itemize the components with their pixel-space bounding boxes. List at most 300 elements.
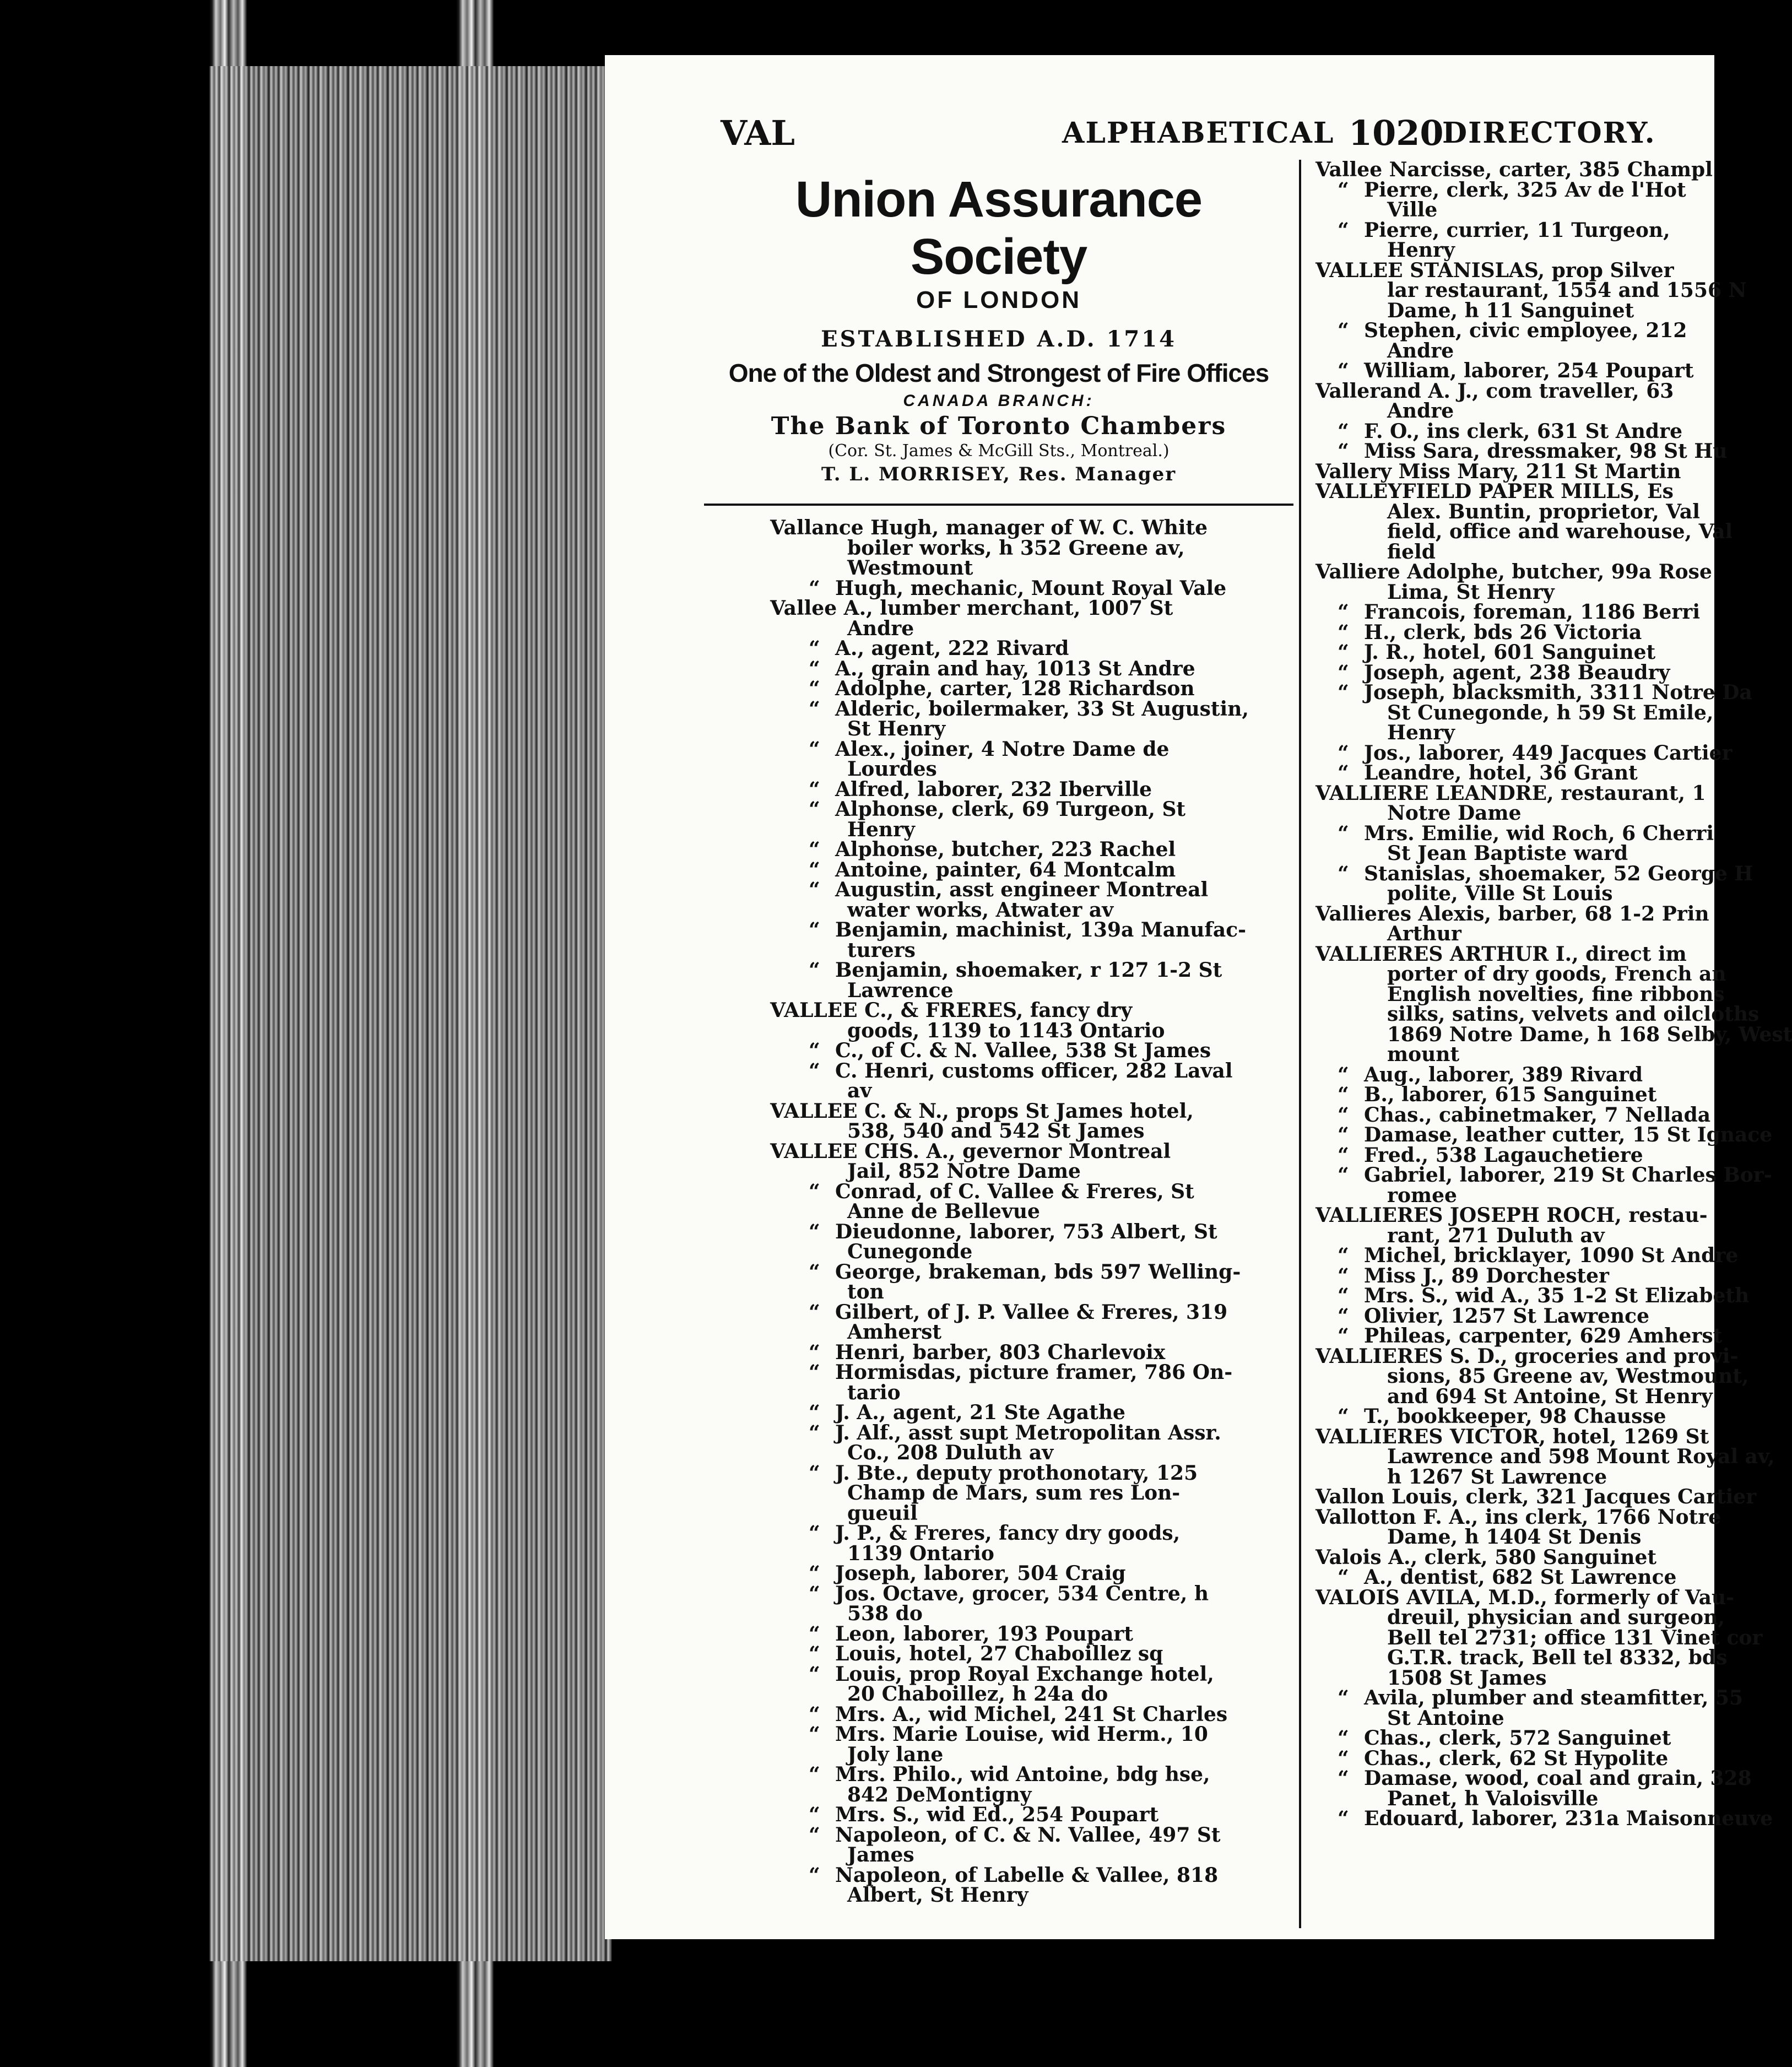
- left-entries: [704, 518, 1293, 1906]
- entry-text: Mrs. Marie Louise, wid Herm., 10: [835, 1723, 1208, 1746]
- directory-entry: [1315, 884, 1723, 904]
- directory-entry: [770, 639, 1293, 659]
- ditto-mark: “: [1338, 419, 1349, 443]
- entry-text: Napoleon, of C. & N. Vallee, 497 St: [835, 1823, 1221, 1847]
- directory-entry: [1315, 1626, 1763, 1649]
- entry-text: and 694 St Antoine, St Henry: [1387, 1384, 1713, 1408]
- entry-text: George, brakeman, bds 597 Welling-: [835, 1260, 1241, 1284]
- directory-entry: [1315, 321, 1723, 341]
- ditto-mark: “: [1338, 440, 1349, 463]
- directory-entry: [770, 880, 1293, 900]
- right-column: [1315, 158, 1792, 1830]
- ditto-mark: “: [809, 697, 820, 721]
- directory-entry: [1315, 984, 1723, 1005]
- entry-text: Jos., laborer, 449 Jacques Cartier: [1364, 741, 1733, 765]
- directory-entry: [1315, 1507, 1723, 1528]
- directory-entry: [770, 1101, 1293, 1122]
- entry-text: Panet, h Valoisville: [1387, 1787, 1599, 1810]
- ditto-mark: “: [809, 1642, 820, 1665]
- directory-entry: [1315, 258, 1723, 282]
- directory-entry: [770, 1222, 1293, 1242]
- ditto-mark: “: [1338, 359, 1349, 382]
- ditto-mark: “: [1338, 1566, 1349, 1589]
- entry-text: Alex. Buntin, proprietor, Val: [1387, 500, 1700, 523]
- entry-text: Andre: [1387, 339, 1454, 362]
- directory-entry: [770, 1000, 1293, 1021]
- entry-text: polite, Ville St Louis: [1387, 882, 1613, 905]
- ad-branch: CANADA BRANCH:: [903, 392, 1095, 410]
- entry-text: Bell tel 2731; office 131 Vinet cor: [1387, 1626, 1763, 1649]
- directory-entry: [770, 1684, 1293, 1705]
- directory-entry: [770, 1179, 1293, 1203]
- entry-text: B., laborer, 615 Sanguinet: [1364, 1083, 1657, 1106]
- directory-entry: [1315, 301, 1723, 321]
- ditto-mark: “: [1338, 681, 1349, 704]
- entry-text: Albert, St Henry: [847, 1884, 1028, 1907]
- ditto-mark: “: [1338, 1123, 1349, 1146]
- entry-text: romee: [1387, 1183, 1457, 1207]
- entry-text: Pierre, clerk, 325 Av de l'Hot: [1364, 178, 1686, 202]
- entry-text: Phileas, carpenter, 629 Amherst: [1364, 1324, 1723, 1348]
- directory-entry: [1315, 1123, 1773, 1146]
- ad-manager: T. L. MORRISEY, Res. Manager: [821, 463, 1177, 485]
- ditto-mark: “: [1338, 761, 1349, 784]
- ditto-mark: “: [809, 1522, 820, 1545]
- directory-entry: [770, 920, 1293, 940]
- entry-text: Mrs. S., wid A., 35 1-2 St Elizabeth: [1364, 1284, 1750, 1307]
- entry-text: H., clerk, bds 26 Victoria: [1364, 620, 1642, 644]
- entry-text: VALLIERES S. D., groceries and provi-: [1315, 1344, 1739, 1368]
- entry-text: Arthur: [1387, 922, 1461, 945]
- directory-entry: [1315, 1708, 1723, 1729]
- directory-entry: [770, 1081, 1293, 1101]
- entry-text: Vallotton F. A., ins clerk, 1766 Notre: [1315, 1505, 1721, 1529]
- entry-text: Pierre, currier, 11 Turgeon,: [1364, 218, 1670, 242]
- entry-text: VALLEE C. & N., props St James hotel,: [770, 1099, 1194, 1123]
- ditto-mark: “: [809, 1702, 820, 1726]
- entry-text: Champ de Mars, sum res Lon-: [847, 1481, 1181, 1505]
- directory-entry: [1315, 240, 1723, 261]
- directory-entry: [1315, 459, 1723, 483]
- entry-text: Stanislas, shoemaker, 52 George H: [1364, 862, 1753, 885]
- ditto-mark: “: [809, 777, 820, 801]
- directory-entry: [1315, 642, 1723, 663]
- entry-text: St Henry: [847, 717, 946, 740]
- directory-entry: [1315, 1244, 1739, 1267]
- entry-text: Francois, foreman, 1186 Berri: [1364, 600, 1701, 624]
- directory-entry: [1315, 1365, 1749, 1388]
- entry-text: F. O., ins clerk, 631 St Andre: [1364, 419, 1682, 443]
- entry-text: English novelties, fine ribbons: [1387, 982, 1725, 1006]
- entry-text: Joseph, blacksmith, 3311 Notre Da: [1364, 681, 1752, 704]
- entry-text: T., bookkeeper, 98 Chausse: [1364, 1405, 1666, 1428]
- directory-entry: [1315, 220, 1723, 241]
- entry-text: turers: [847, 938, 916, 962]
- ditto-mark: “: [1338, 1304, 1349, 1328]
- ditto-mark: “: [1338, 1083, 1349, 1106]
- entry-text: Lima, St Henry: [1387, 580, 1555, 604]
- entry-text: Jail, 852 Notre Dame: [847, 1160, 1081, 1183]
- directory-entry: [1315, 1728, 1723, 1749]
- directory-entry: [1315, 421, 1723, 442]
- directory-entry: [770, 1121, 1293, 1141]
- entry-text: Conrad, of C. Vallee & Freres, St: [835, 1179, 1194, 1203]
- directory-entry: [1315, 1547, 1723, 1568]
- directory-entry: [1315, 1445, 1775, 1468]
- directory-entry: [770, 777, 1293, 801]
- directory-entry: [1315, 843, 1723, 864]
- entry-text: Notre Dame: [1387, 802, 1522, 825]
- right-entries: [1315, 158, 1792, 1830]
- entry-text: Antoine, painter, 64 Montcalm: [835, 858, 1176, 881]
- directory-entry: [770, 518, 1293, 538]
- entry-text: Adolphe, carter, 128 Richardson: [835, 677, 1195, 700]
- directory-entry: [1315, 1266, 1723, 1286]
- directory-entry: [770, 1041, 1293, 1061]
- directory-entry: [1315, 1485, 1757, 1508]
- entry-text: VALLEE C., & FRERES, fancy dry: [770, 999, 1133, 1022]
- directory-entry: [770, 1541, 1293, 1565]
- entry-text: VALLIERES JOSEPH ROCH, restau-: [1315, 1204, 1708, 1227]
- entry-text: Gilbert, of J. P. Vallee & Freres, 319: [835, 1300, 1228, 1324]
- directory-entry: [1315, 663, 1723, 683]
- directory-entry: [1315, 341, 1723, 361]
- ditto-mark: “: [1338, 821, 1349, 845]
- directory-entry: [1315, 944, 1723, 965]
- ditto-mark: “: [1338, 218, 1349, 242]
- ditto-mark: “: [1338, 1164, 1349, 1187]
- directory-entry: [1315, 1427, 1723, 1447]
- ditto-mark: “: [809, 737, 820, 761]
- directory-entry: [770, 1584, 1293, 1604]
- entry-text: Aug., laborer, 389 Rivard: [1364, 1063, 1643, 1086]
- directory-entry: [1315, 763, 1723, 783]
- ditto-mark: “: [1338, 661, 1349, 684]
- entry-text: Louis, prop Royal Exchange hotel,: [835, 1662, 1214, 1686]
- entry-text: 1508 St James: [1387, 1666, 1547, 1690]
- entry-text: Chas., cabinetmaker, 7 Nellada: [1364, 1103, 1711, 1127]
- entry-text: Stephen, civic employee, 212: [1364, 319, 1687, 342]
- entry-text: Lawrence and 598 Mount Royal av,: [1387, 1445, 1775, 1468]
- directory-entry: [1315, 1003, 1759, 1026]
- directory-entry: [1315, 703, 1723, 723]
- page-header: [721, 113, 1701, 157]
- ditto-mark: “: [809, 1039, 820, 1062]
- entry-text: 20 Chaboillez, h 24a do: [847, 1682, 1108, 1706]
- directory-entry: [1315, 783, 1723, 804]
- directory-entry: [1315, 1085, 1723, 1105]
- ditto-mark: “: [809, 1582, 820, 1605]
- ditto-mark: “: [1338, 1324, 1349, 1348]
- entry-text: VALLIERES ARTHUR I., direct im: [1315, 942, 1687, 966]
- entry-text: Augustin, asst engineer Montreal: [835, 878, 1209, 901]
- entry-text: Jos. Octave, grocer, 534 Centre, h: [835, 1582, 1209, 1605]
- directory-entry: [770, 1282, 1293, 1302]
- page-number: 1020: [1349, 113, 1444, 153]
- entry-text: Miss Sara, dressmaker, 98 St Hu: [1364, 440, 1728, 463]
- directory-entry: [1315, 1226, 1723, 1246]
- directory-entry: [1315, 361, 1723, 381]
- ditto-mark: “: [1338, 319, 1349, 342]
- directory-entry: [1315, 821, 1723, 845]
- ditto-mark: “: [809, 878, 820, 901]
- ad-tagline: One of the Oldest and Strongest of Fire Offices: [728, 359, 1269, 387]
- directory-entry: [770, 1503, 1293, 1524]
- entry-text: Vallerand A. J., com traveller, 63: [1315, 379, 1674, 403]
- entry-text: silks, satins, velvets and oilcloths: [1387, 1003, 1759, 1026]
- directory-entry: [770, 1141, 1293, 1162]
- ad-building: The Bank of Toronto Chambers: [771, 412, 1227, 440]
- entry-text: Valois A., clerk, 580 Sanguinet: [1315, 1545, 1657, 1569]
- directory-entry: [1315, 1384, 1723, 1408]
- directory-entry: [770, 1644, 1293, 1664]
- directory-entry: [770, 1161, 1293, 1182]
- entry-text: water works, Atwater av: [847, 898, 1114, 922]
- directory-entry: [770, 719, 1293, 739]
- directory-entry: [1315, 924, 1723, 944]
- ditto-mark: “: [809, 1220, 820, 1243]
- directory-entry: [770, 1021, 1293, 1041]
- ditto-mark: “: [809, 959, 820, 982]
- entry-text: Gabriel, laborer, 219 St Charles Bor-: [1364, 1164, 1772, 1187]
- directory-entry: [770, 1403, 1293, 1423]
- ditto-mark: “: [809, 1562, 820, 1585]
- directory-entry: [770, 1825, 1293, 1846]
- entry-text: Leandre, hotel, 36 Grant: [1364, 761, 1638, 784]
- entry-text: Vallieres Alexis, barber, 68 1-2 Prin: [1315, 902, 1709, 926]
- entry-text: VALLEE STANISLAS, prop Silver: [1315, 258, 1674, 282]
- directory-entry: [1315, 1608, 1723, 1628]
- ad-bottom-rule: [704, 504, 1293, 506]
- ditto-mark: “: [1338, 1405, 1349, 1428]
- ditto-mark: “: [1338, 1103, 1349, 1127]
- insurance-advertisement: [704, 171, 1293, 506]
- entry-text: Mrs. S., wid Ed., 254 Poupart: [835, 1803, 1159, 1826]
- ditto-mark: “: [809, 1340, 820, 1364]
- ditto-mark: “: [1338, 1143, 1349, 1167]
- ditto-mark: “: [809, 1361, 820, 1384]
- entry-text: field, office and warehouse, Val: [1387, 520, 1733, 543]
- directory-entry: [1315, 582, 1723, 603]
- entry-text: Andre: [847, 616, 914, 640]
- entry-text: VALLEE CHS. A., gevernor Montreal: [770, 1139, 1171, 1163]
- entry-text: Henry: [847, 818, 915, 841]
- directory-entry: [1315, 1467, 1723, 1487]
- entry-text: J. A., agent, 21 Ste Agathe: [835, 1401, 1125, 1424]
- directory-entry: [770, 1523, 1293, 1544]
- directory-entry: [770, 1463, 1293, 1484]
- entry-text: Fred., 538 Lagauchetiere: [1364, 1143, 1643, 1167]
- entry-text: Amherst: [847, 1321, 941, 1344]
- section-label: VAL: [721, 113, 795, 153]
- directory-entry: [770, 960, 1293, 981]
- entry-text: Ville: [1387, 198, 1438, 221]
- entry-text: Vallon Louis, clerk, 321 Jacques Cartier: [1315, 1485, 1757, 1508]
- directory-entry: [770, 1624, 1293, 1644]
- entry-text: Joly lane: [847, 1743, 944, 1766]
- directory-entry: [770, 679, 1293, 699]
- entry-text: Lourdes: [847, 757, 937, 781]
- directory-page: [605, 55, 1792, 1939]
- directory-entry: [1315, 1646, 1728, 1669]
- entry-text: Dame, h 11 Sanguinet: [1387, 299, 1634, 322]
- directory-entry: [770, 578, 1293, 599]
- entry-text: Alderic, boilermaker, 33 St Augustin,: [835, 697, 1249, 721]
- directory-entry: [770, 940, 1293, 961]
- directory-entry: [770, 699, 1293, 719]
- ditto-mark: “: [809, 1823, 820, 1847]
- entry-text: dreuil, physician and surgeon,: [1387, 1606, 1725, 1629]
- entry-text: Edouard, laborer, 231a Maisonneuve: [1364, 1807, 1773, 1830]
- ditto-mark: “: [1338, 1264, 1349, 1287]
- entry-text: VALLEYFIELD PAPER MILLS, Es: [1315, 480, 1674, 503]
- entry-text: lar restaurant, 1554 and 1556 N: [1387, 279, 1747, 302]
- directory-entry: [770, 1443, 1293, 1463]
- directory-entry: [1315, 1145, 1723, 1166]
- entry-text: Chas., clerk, 572 Sanguinet: [1364, 1727, 1671, 1750]
- entry-text: Miss J., 89 Dorchester: [1364, 1264, 1610, 1287]
- directory-entry: [1315, 440, 1728, 463]
- ditto-mark: “: [1338, 1767, 1349, 1790]
- entry-text: A., grain and hay, 1013 St Andre: [835, 657, 1195, 680]
- ditto-mark: “: [809, 1662, 820, 1686]
- directory-entry: [1315, 723, 1723, 743]
- ditto-mark: “: [809, 798, 820, 821]
- directory-entry: [770, 1302, 1293, 1323]
- ditto-mark: “: [1338, 1746, 1349, 1770]
- directory-entry: [1315, 180, 1723, 201]
- entry-text: 538 do: [847, 1602, 923, 1625]
- directory-entry: [1315, 1586, 1735, 1609]
- entry-text: goods, 1139 to 1143 Ontario: [847, 1019, 1165, 1042]
- entry-text: Olivier, 1257 St Lawrence: [1364, 1304, 1650, 1328]
- entry-text: Leon, laborer, 193 Poupart: [835, 1622, 1134, 1646]
- entry-text: VALLIERE LEANDRE, restaurant, 1: [1315, 781, 1706, 805]
- directory-entry: [1315, 1567, 1723, 1588]
- entry-text: C. Henri, customs officer, 282 Laval: [835, 1059, 1233, 1083]
- directory-entry: [1315, 200, 1723, 220]
- entry-text: St Jean Baptiste ward: [1387, 842, 1628, 865]
- directory-entry: [770, 558, 1293, 578]
- entry-text: mount: [1387, 1043, 1460, 1066]
- entry-text: Mrs. Emilie, wid Roch, 6 Cherri: [1364, 821, 1714, 845]
- directory-entry: [770, 978, 1293, 1002]
- directory-entry: [1315, 803, 1723, 824]
- ditto-mark: “: [809, 1300, 820, 1324]
- entry-text: Cunegonde: [847, 1240, 973, 1263]
- directory-entry: [770, 1604, 1293, 1624]
- directory-entry: [770, 759, 1293, 780]
- entry-text: Vallance Hugh, manager of W. C. White: [770, 516, 1208, 539]
- directory-entry: [1315, 1205, 1723, 1226]
- entry-text: C., of C. & N. Vallee, 538 St James: [835, 1039, 1211, 1062]
- directory-entry: [770, 1865, 1293, 1886]
- ditto-mark: “: [1338, 600, 1349, 624]
- ditto-mark: “: [809, 1461, 820, 1485]
- directory-entry: [770, 1845, 1293, 1865]
- entry-text: field: [1387, 540, 1436, 564]
- entry-text: sions, 85 Greene av, Westmount,: [1387, 1365, 1749, 1388]
- entry-text: Henry: [1387, 239, 1455, 262]
- entry-text: h 1267 St Lawrence: [1387, 1465, 1607, 1489]
- ditto-mark: “: [809, 1260, 820, 1284]
- directory-entry: [770, 1242, 1293, 1262]
- directory-entry: [770, 1340, 1293, 1364]
- directory-entry: [770, 820, 1293, 840]
- directory-entry: [1315, 1022, 1792, 1046]
- entry-text: Vallee A., lumber merchant, 1007 St: [770, 597, 1173, 620]
- ditto-mark: “: [1338, 741, 1349, 765]
- directory-entry: [1315, 602, 1723, 623]
- ditto-mark: “: [1338, 1807, 1349, 1830]
- ad-address: (Cor. St. James & McGill Sts., Montreal.): [828, 441, 1170, 461]
- ditto-mark: “: [809, 858, 820, 881]
- ditto-mark: “: [1338, 862, 1349, 885]
- entry-text: av: [847, 1079, 872, 1102]
- directory-entry: [770, 1745, 1293, 1765]
- directory-entry: [770, 1765, 1293, 1785]
- entry-text: Andre: [1387, 399, 1454, 423]
- entry-text: Louis, hotel, 27 Chaboillez sq: [835, 1642, 1163, 1665]
- directory-entry: [1315, 741, 1733, 765]
- directory-entry: [770, 659, 1293, 679]
- header-title-left: ALPHABETICAL: [1062, 116, 1335, 150]
- entry-text: J. Bte., deputy prothonotary, 125: [835, 1461, 1198, 1485]
- entry-text: 538, 540 and 542 St James: [847, 1119, 1145, 1143]
- entry-text: William, laborer, 254 Poupart: [1364, 359, 1694, 382]
- entry-text: Vallery Miss Mary, 211 St Martin: [1315, 459, 1681, 483]
- directory-entry: [1315, 620, 1723, 644]
- entry-text: Alphonse, clerk, 69 Turgeon, St: [835, 798, 1186, 821]
- entry-text: rant, 271 Duluth av: [1387, 1224, 1605, 1247]
- directory-entry: [770, 1262, 1293, 1283]
- directory-entry: [1315, 1406, 1723, 1427]
- directory-entry: [770, 840, 1293, 860]
- directory-entry: [770, 1202, 1293, 1222]
- directory-entry: [1315, 1045, 1723, 1065]
- entry-text: A., agent, 222 Rivard: [835, 637, 1069, 660]
- directory-entry: [770, 1423, 1293, 1443]
- ditto-mark: “: [809, 677, 820, 700]
- entry-text: VALOIS AVILA, M.D., formerly of Vau-: [1315, 1586, 1735, 1609]
- entry-text: Benjamin, shoemaker, r 127 1-2 St: [835, 959, 1222, 982]
- directory-entry: [770, 1724, 1293, 1745]
- entry-text: Avila, plumber and steamfitter, 55: [1364, 1686, 1744, 1709]
- ditto-mark: “: [809, 1763, 820, 1786]
- directory-entry: [1315, 904, 1723, 924]
- entry-text: VALLIERES VICTOR, hotel, 1269 St: [1315, 1425, 1709, 1448]
- ditto-mark: “: [809, 576, 820, 600]
- directory-entry: [1315, 1344, 1739, 1368]
- entry-text: Vallee Narcisse, carter, 385 Champl: [1315, 158, 1713, 181]
- directory-entry: [770, 1061, 1293, 1081]
- ad-company-name: Union Assurance Society: [795, 171, 1203, 285]
- directory-entry: [1315, 160, 1723, 180]
- entry-text: G.T.R. track, Bell tel 8332, bds: [1387, 1646, 1728, 1669]
- directory-entry: [770, 1362, 1293, 1383]
- directory-entry: [770, 1885, 1293, 1906]
- directory-entry: [770, 538, 1293, 559]
- entry-text: 1869 Notre Dame, h 168 Selby, West: [1387, 1022, 1792, 1046]
- directory-entry: [770, 1664, 1293, 1685]
- column-divider: [1299, 160, 1301, 1928]
- ditto-mark: “: [809, 1723, 820, 1746]
- directory-entry: [1315, 1746, 1723, 1770]
- directory-entry: [1315, 542, 1723, 562]
- directory-entry: [770, 616, 1293, 640]
- directory-entry: [1315, 1767, 1752, 1790]
- entry-text: Hormisdas, picture framer, 786 On-: [835, 1361, 1233, 1384]
